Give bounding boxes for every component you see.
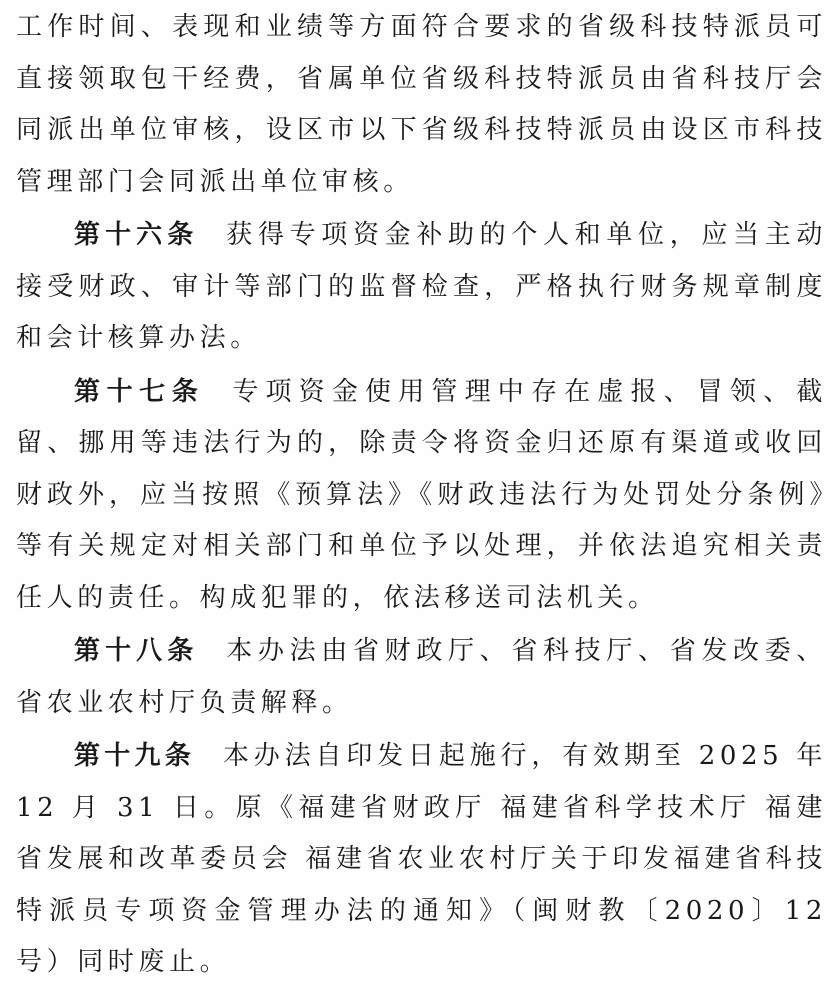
article-text: 专项资金使用管理中存在虚报、冒领、截留、挪用等违法行为的，除责令将资金归还原有渠道或收回财政外，应当按照《预算法》《财政违法行为处罚处分条例》等有关规定对相关部门和单位予以处理，并依法追究相关责任人的责任。构成犯罪的，依法移送司法机关。 [16, 376, 827, 613]
article-18 [16, 626, 827, 729]
article-text: 本办法由省财政厅、省科技厅、省发改委、省农业农村厅负责解释。 [16, 636, 827, 718]
article-16 [16, 210, 827, 365]
paragraph-text: 工作时间、表现和业绩等方面符合要求的省级科技特派员可直接领取包干经费，省属单位省级科技特派员由省科技厅会同派出单位审核，设区市以下省级科技特派员由设区市科技管理部门会同派出单位审核。 [16, 12, 827, 197]
article-text: 本办法自印发日起施行，有效期至 2025 年 12 月 31 日。原《福建省财政厅 福建省科学技术厅 福建省发展和改革委员会 福建省农业农村厅关于印发福建省科技特派员专项资金管理办法的通知》（闽财教〔2020〕12 号）同时废止。 [16, 741, 827, 977]
article-number: 第十八条 [74, 636, 199, 666]
paragraph-continuation [16, 2, 827, 208]
article-number: 第十六条 [74, 220, 199, 250]
article-number: 第十九条 [74, 741, 195, 771]
article-19 [16, 731, 827, 989]
article-number: 第十七条 [74, 376, 205, 407]
article-17 [16, 367, 827, 625]
article-text: 获得专项资金补助的个人和单位，应当主动接受财政、审计等部门的监督检查，严格执行财务规章制度和会计核算办法。 [16, 220, 827, 353]
